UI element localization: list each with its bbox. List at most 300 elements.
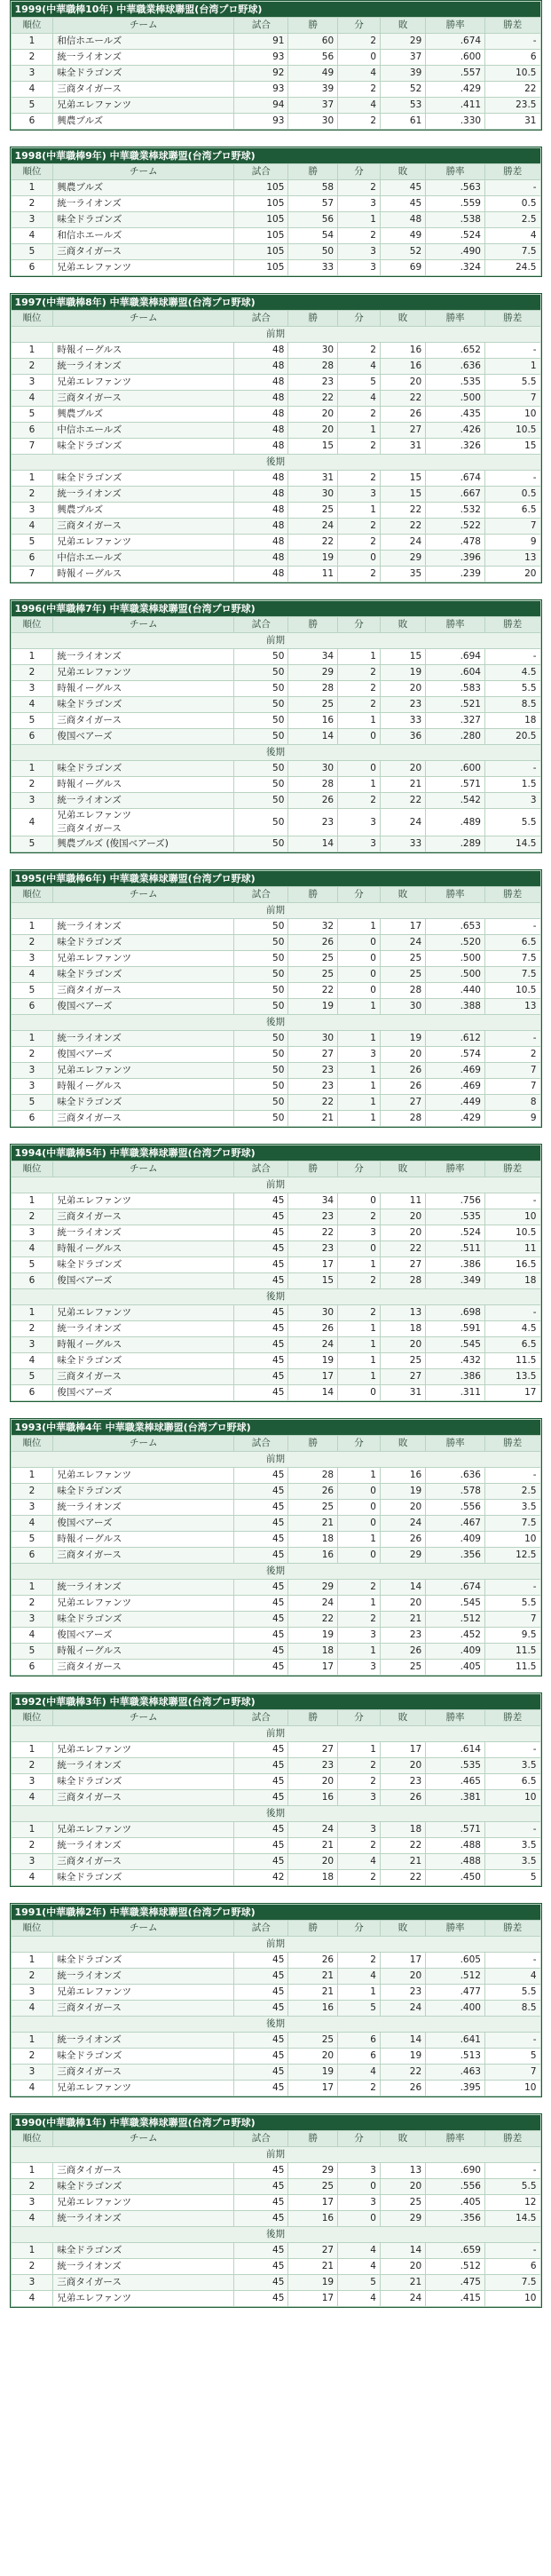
games-cell: 45 [234, 2049, 288, 2065]
column-header: チーム [53, 1710, 234, 1726]
games-cell: 50 [234, 697, 288, 713]
team-cell: 味全ドラゴンズ [53, 967, 234, 983]
games-behind-cell: 10.5 [484, 423, 540, 439]
ties-cell: 1 [338, 1468, 381, 1484]
team-cell: 和信ホエールズ [53, 228, 234, 244]
games-behind-cell: 12.5 [485, 1548, 541, 1564]
games-behind-cell: 13.5 [484, 1369, 540, 1385]
column-header: 試合 [234, 164, 288, 180]
games-behind-cell: 5.5 [485, 1596, 541, 1612]
table-row [11, 1484, 540, 1500]
team-cell: 時報イーグルス [53, 567, 234, 583]
win-pct-cell: .559 [426, 196, 485, 212]
games-behind-cell: 7.5 [484, 2275, 540, 2291]
table-row [11, 359, 540, 375]
team-cell: 兄弟エレファンツ [53, 665, 234, 681]
wins-cell: 18 [288, 1870, 338, 1886]
rank-cell: 4 [11, 809, 53, 836]
table-row [11, 487, 540, 503]
column-header: 試合 [234, 2131, 288, 2147]
win-pct-cell: .396 [426, 551, 485, 567]
table-row [11, 1548, 540, 1564]
wins-cell: 25 [288, 697, 338, 713]
rank-cell: 4 [11, 1870, 53, 1886]
wins-cell: 23 [288, 809, 338, 836]
games-cell: 45 [234, 1580, 288, 1596]
ties-cell: 0 [338, 951, 381, 967]
win-pct-cell: .488 [426, 1838, 485, 1854]
win-pct-cell: .452 [426, 1628, 485, 1644]
losses-cell: 24 [380, 535, 425, 551]
table-row [11, 535, 540, 551]
rank-cell: 1 [11, 1822, 53, 1838]
ties-cell: 0 [338, 1500, 381, 1516]
table-row [11, 82, 540, 98]
column-header-row [11, 1161, 540, 1177]
rank-cell: 2 [11, 1047, 53, 1063]
team-cell: 三商タイガース [53, 2065, 234, 2081]
half-season-label: 前期 [11, 633, 540, 649]
table-row [11, 114, 540, 130]
win-pct-cell: .591 [426, 1321, 485, 1337]
ties-cell: 3 [338, 196, 381, 212]
table-row [11, 951, 540, 967]
team-cell: 統一ライオンズ [53, 487, 234, 503]
rank-cell: 6 [11, 423, 53, 439]
win-pct-cell: .674 [426, 1580, 485, 1596]
games-behind-cell: 7 [484, 1063, 540, 1079]
ties-cell: 4 [338, 2291, 381, 2307]
wins-cell: 15 [288, 439, 338, 455]
wins-cell: 22 [288, 1612, 338, 1628]
ties-cell: 4 [338, 1854, 381, 1870]
rank-cell: 1 [11, 2033, 53, 2049]
games-cell: 92 [234, 66, 288, 82]
rank-cell: 3 [11, 2065, 53, 2081]
column-header: チーム [53, 887, 234, 903]
table-row [11, 967, 540, 983]
wins-cell: 21 [288, 1838, 338, 1854]
ties-cell: 3 [338, 1790, 381, 1806]
ties-cell: 0 [338, 1193, 381, 1209]
losses-cell: 21 [380, 2275, 425, 2291]
rank-cell: 5 [11, 535, 53, 551]
games-cell: 48 [234, 423, 288, 439]
team-cell: 味全ドラゴンズ [53, 935, 234, 951]
rank-cell: 4 [11, 2081, 53, 2096]
table-row [11, 1790, 540, 1806]
column-header-row [11, 311, 540, 327]
wins-cell: 24 [288, 1596, 338, 1612]
column-header: 勝差 [484, 311, 540, 327]
column-header: 試合 [234, 887, 288, 903]
team-cell: 時報イーグルス [53, 681, 234, 697]
games-behind-cell: - [484, 1742, 540, 1758]
team-cell: 三商タイガース [53, 1209, 234, 1225]
ties-cell: 4 [338, 1969, 381, 1985]
table-row [11, 244, 540, 260]
season-standings-table [10, 293, 542, 583]
ties-cell: 2 [338, 114, 381, 130]
win-pct-cell: .535 [426, 1758, 485, 1774]
table-row [11, 228, 540, 244]
team-cell: 俊国ベアーズ [53, 1047, 234, 1063]
losses-cell: 26 [380, 1644, 425, 1660]
games-cell: 48 [234, 487, 288, 503]
losses-cell: 20 [380, 1500, 425, 1516]
ties-cell: 1 [338, 777, 381, 793]
table-row [11, 423, 540, 439]
column-header: 順位 [11, 617, 53, 633]
games-cell: 45 [234, 2001, 288, 2017]
losses-cell: 24 [380, 1516, 425, 1532]
season-standings-table [10, 599, 542, 853]
table-row [11, 1532, 540, 1548]
win-pct-cell: .429 [426, 82, 485, 98]
team-cell: 統一ライオンズ [53, 649, 234, 665]
losses-cell: 15 [380, 471, 425, 487]
wins-cell: 30 [288, 487, 338, 503]
wins-cell: 37 [288, 98, 338, 114]
win-pct-cell: .600 [426, 761, 485, 777]
rank-cell: 5 [11, 836, 53, 852]
games-cell: 50 [234, 935, 288, 951]
games-cell: 48 [234, 407, 288, 423]
ties-cell: 3 [338, 809, 381, 836]
wins-cell: 30 [288, 114, 338, 130]
rank-cell: 2 [11, 1969, 53, 1985]
rank-cell: 2 [11, 777, 53, 793]
team-cell: 統一ライオンズ [53, 359, 234, 375]
column-header-row [11, 164, 540, 180]
column-header: 敗 [380, 311, 425, 327]
games-behind-cell: 5.5 [484, 681, 540, 697]
games-cell: 45 [234, 1774, 288, 1790]
ties-cell: 2 [338, 1838, 381, 1854]
games-behind-cell: 3.5 [484, 1838, 540, 1854]
standings-table [11, 294, 541, 583]
ties-cell: 2 [338, 34, 381, 50]
rank-cell: 5 [11, 244, 53, 260]
wins-cell: 57 [288, 196, 338, 212]
win-pct-cell: .411 [426, 98, 485, 114]
win-pct-cell: .512 [426, 2259, 485, 2275]
games-behind-cell: 8.5 [484, 697, 540, 713]
wins-cell: 20 [288, 1854, 338, 1870]
rank-cell: 1 [11, 2243, 53, 2259]
rank-cell: 5 [11, 1095, 53, 1111]
ties-cell: 2 [338, 519, 381, 535]
team-cell: 俊国ベアーズ [53, 1385, 234, 1401]
column-header: 順位 [11, 18, 53, 34]
win-pct-cell: .545 [426, 1337, 485, 1353]
wins-cell: 25 [288, 503, 338, 519]
team-cell: 時報イーグルス [53, 1079, 234, 1095]
games-behind-cell: 16.5 [484, 1257, 540, 1273]
season-title: 1999(中華職棒10年) 中華職業棒球聯盟(台湾プロ野球) [11, 2, 540, 18]
rank-cell: 2 [11, 1484, 53, 1500]
losses-cell: 14 [380, 2033, 425, 2049]
losses-cell: 27 [380, 1257, 425, 1273]
team-cell: 俊国ベアーズ [53, 1516, 234, 1532]
rank-cell: 2 [11, 50, 53, 66]
rank-cell: 3 [11, 1612, 53, 1628]
team-cell: 俊国ベアーズ [53, 729, 234, 745]
team-cell: 時報イーグルス [53, 777, 234, 793]
win-pct-cell: .409 [426, 1532, 485, 1548]
column-header: 勝 [288, 18, 338, 34]
wins-cell: 26 [288, 935, 338, 951]
win-pct-cell: .349 [426, 1273, 485, 1289]
ties-cell: 1 [338, 1079, 381, 1095]
season-standings-table [10, 1692, 542, 1887]
team-cell: 兄弟エレファンツ [53, 1822, 234, 1838]
games-cell: 105 [234, 260, 288, 276]
wins-cell: 39 [288, 82, 338, 98]
rank-cell: 1 [11, 471, 53, 487]
games-behind-cell: - [484, 2033, 540, 2049]
table-row [11, 1031, 540, 1047]
games-behind-cell: 10.5 [485, 66, 540, 82]
column-header: 敗 [380, 1921, 425, 1937]
losses-cell: 20 [380, 1758, 425, 1774]
win-pct-cell: .512 [426, 1612, 485, 1628]
wins-cell: 23 [288, 1079, 338, 1095]
games-behind-cell: - [484, 1031, 540, 1047]
games-cell: 50 [234, 761, 288, 777]
ties-cell: 2 [338, 665, 381, 681]
wins-cell: 29 [288, 1580, 338, 1596]
table-row [11, 2211, 540, 2227]
rank-cell: 6 [11, 999, 53, 1015]
column-header: 敗 [381, 18, 426, 34]
losses-cell: 36 [380, 729, 425, 745]
win-pct-cell: .311 [426, 1385, 485, 1401]
ties-cell: 1 [338, 1257, 381, 1273]
rank-cell: 3 [11, 1063, 53, 1079]
season-title: 1992(中華職棒3年) 中華職業棒球聯盟(台湾プロ野球) [11, 1694, 540, 1710]
games-behind-cell: 5 [484, 1870, 540, 1886]
games-behind-cell: 7 [485, 1612, 541, 1628]
games-behind-cell: 9 [484, 535, 540, 551]
wins-cell: 14 [288, 1385, 338, 1401]
win-pct-cell: .532 [426, 503, 485, 519]
losses-cell: 11 [380, 1193, 425, 1209]
table-row [11, 1225, 540, 1241]
games-cell: 94 [234, 98, 288, 114]
games-cell: 45 [234, 1193, 288, 1209]
column-header: 勝差 [484, 887, 540, 903]
games-behind-cell: 6.5 [484, 1337, 540, 1353]
wins-cell: 34 [288, 649, 338, 665]
ties-cell: 2 [338, 228, 381, 244]
team-cell: 三商タイガース [53, 983, 234, 999]
ties-cell: 0 [338, 1241, 381, 1257]
games-cell: 105 [234, 196, 288, 212]
games-cell: 45 [234, 1822, 288, 1838]
column-header: 敗 [380, 887, 425, 903]
table-row [11, 66, 540, 82]
games-behind-cell: - [485, 1580, 541, 1596]
losses-cell: 45 [380, 196, 425, 212]
table-row [11, 713, 540, 729]
games-behind-cell: - [484, 1822, 540, 1838]
games-behind-cell: 0.5 [484, 487, 540, 503]
column-header: 敗 [380, 1436, 425, 1452]
rank-cell: 2 [11, 2179, 53, 2195]
win-pct-cell: .512 [426, 1969, 485, 1985]
games-behind-cell: 10 [485, 1532, 541, 1548]
games-cell: 45 [234, 1660, 288, 1676]
losses-cell: 13 [380, 2163, 425, 2179]
team-cell: 三商タイガース [53, 1548, 234, 1564]
table-row [11, 1953, 540, 1969]
rank-cell: 5 [11, 1257, 53, 1273]
losses-cell: 37 [381, 50, 426, 66]
team-cell: 味全ドラゴンズ [53, 697, 234, 713]
games-cell: 45 [234, 2275, 288, 2291]
wins-cell: 14 [288, 729, 338, 745]
win-pct-cell: .465 [426, 1774, 485, 1790]
column-header: 勝差 [485, 1436, 541, 1452]
games-behind-cell: 14.5 [484, 836, 540, 852]
team-cell: 味全ドラゴンズ [53, 1095, 234, 1111]
games-behind-cell: 18 [484, 713, 540, 729]
wins-cell: 19 [288, 1628, 338, 1644]
games-cell: 50 [234, 1111, 288, 1127]
rank-cell: 3 [11, 375, 53, 391]
losses-cell: 27 [380, 1369, 425, 1385]
win-pct-cell: .324 [426, 260, 485, 276]
losses-cell: 19 [380, 1031, 425, 1047]
rank-cell: 3 [11, 1985, 53, 2001]
win-pct-cell: .690 [426, 2163, 485, 2179]
games-cell: 48 [234, 519, 288, 535]
losses-cell: 25 [380, 1353, 425, 1369]
table-row [11, 567, 540, 583]
team-cell: 味全ドラゴンズ [53, 66, 234, 82]
table-row [11, 439, 540, 455]
rank-cell: 4 [11, 228, 53, 244]
games-behind-cell: 5.5 [484, 375, 540, 391]
column-header: 勝率 [426, 18, 485, 34]
table-row [11, 777, 540, 793]
losses-cell: 29 [381, 34, 426, 50]
ties-cell: 1 [338, 1742, 381, 1758]
rank-cell: 2 [11, 196, 53, 212]
win-pct-cell: .571 [426, 1822, 485, 1838]
losses-cell: 15 [380, 487, 425, 503]
ties-cell: 0 [338, 50, 381, 66]
rank-cell: 1 [11, 1580, 53, 1596]
rank-cell: 3 [11, 951, 53, 967]
wins-cell: 17 [288, 2195, 338, 2211]
games-cell: 50 [234, 1095, 288, 1111]
losses-cell: 19 [380, 2049, 425, 2065]
games-behind-cell: 11.5 [485, 1660, 541, 1676]
games-behind-cell: - [484, 2243, 540, 2259]
team-cell: 兄弟エレファンツ [53, 375, 234, 391]
column-header: 勝率 [426, 311, 485, 327]
ties-cell: 0 [338, 983, 381, 999]
team-cell: 兄弟エレファンツ [53, 2081, 234, 2096]
ties-cell: 2 [338, 2081, 381, 2096]
games-behind-cell: 7 [484, 2065, 540, 2081]
column-header: 試合 [234, 18, 288, 34]
ties-cell: 1 [338, 1095, 381, 1111]
table-row [11, 2195, 540, 2211]
games-cell: 48 [234, 343, 288, 359]
table-row [11, 2179, 540, 2195]
column-header: 勝率 [426, 1436, 485, 1452]
losses-cell: 22 [380, 1241, 425, 1257]
ties-cell: 1 [338, 713, 381, 729]
wins-cell: 27 [288, 1742, 338, 1758]
half-season-label: 後期 [11, 1806, 540, 1822]
games-cell: 105 [234, 228, 288, 244]
win-pct-cell: .327 [426, 713, 485, 729]
win-pct-cell: .600 [426, 50, 485, 66]
games-cell: 50 [234, 983, 288, 999]
ties-cell: 0 [338, 729, 381, 745]
ties-cell: 0 [338, 1516, 381, 1532]
win-pct-cell: .386 [426, 1369, 485, 1385]
team-cell: 味全ドラゴンズ [53, 1953, 234, 1969]
win-pct-cell: .478 [426, 535, 485, 551]
losses-cell: 29 [380, 2211, 425, 2227]
win-pct-cell: .636 [426, 1468, 485, 1484]
table-row [11, 180, 540, 196]
games-behind-cell: 8 [484, 1095, 540, 1111]
table-row [11, 1369, 540, 1385]
column-header: 勝率 [426, 1921, 485, 1937]
table-row [11, 1758, 540, 1774]
win-pct-cell: .652 [426, 343, 485, 359]
games-cell: 93 [234, 114, 288, 130]
half-season-label: 前期 [11, 327, 540, 343]
rank-cell: 3 [11, 66, 53, 82]
ties-cell: 3 [338, 1660, 381, 1676]
games-behind-cell: 4 [484, 228, 540, 244]
ties-cell: 4 [338, 391, 381, 407]
games-behind-cell: 9 [484, 1111, 540, 1127]
team-cell: 兄弟エレファンツ [53, 1305, 234, 1321]
ties-cell: 4 [338, 66, 381, 82]
losses-cell: 49 [380, 228, 425, 244]
rank-cell: 3 [11, 1337, 53, 1353]
column-header: チーム [53, 311, 234, 327]
rank-cell: 5 [11, 1369, 53, 1385]
team-cell: 興農ブルズ [53, 180, 234, 196]
games-behind-cell: 22 [485, 82, 540, 98]
half-season-label: 後期 [11, 745, 540, 761]
column-header: 順位 [11, 164, 53, 180]
wins-cell: 29 [288, 665, 338, 681]
win-pct-cell: .578 [426, 1484, 485, 1500]
standings-table [11, 1419, 541, 1676]
rank-cell: 3 [11, 1854, 53, 1870]
column-header: 順位 [11, 887, 53, 903]
losses-cell: 26 [380, 2081, 425, 2096]
wins-cell: 23 [288, 1063, 338, 1079]
column-header: チーム [53, 2131, 234, 2147]
ties-cell: 3 [338, 1628, 381, 1644]
team-cell: 兄弟エレファンツ [53, 1193, 234, 1209]
column-header: 勝差 [484, 1161, 540, 1177]
win-pct-cell: .388 [426, 999, 485, 1015]
losses-cell: 26 [380, 1790, 425, 1806]
team-cell: 味全ドラゴンズ [53, 439, 234, 455]
